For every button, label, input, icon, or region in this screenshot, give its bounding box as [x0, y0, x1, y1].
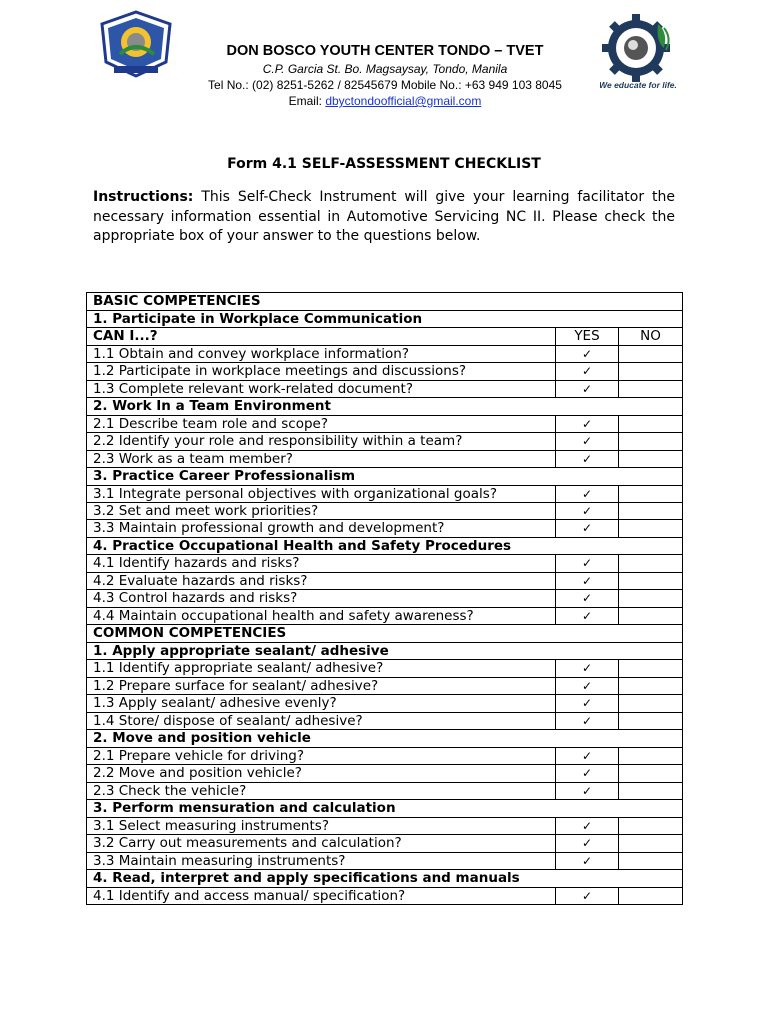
no-checkbox-cell[interactable] — [619, 485, 683, 502]
instructions-label: Instructions: — [93, 189, 194, 205]
self-assessment-table — [86, 292, 683, 905]
question-text: 1.2 Participate in workplace meetings and discussions? — [87, 363, 556, 381]
question-text: 1.3 Apply sealant/ adhesive evenly? — [87, 695, 556, 713]
competency-section-label: 2. Work In a Team Environment — [87, 398, 683, 416]
checklist-row — [87, 677, 683, 695]
competency-section-label: 1. Apply appropriate sealant/ adhesive — [87, 642, 683, 660]
competency-section-row — [87, 537, 683, 555]
checklist-row — [87, 747, 683, 765]
question-text: 4.1 Identify hazards and risks? — [87, 555, 556, 573]
competency-group-row — [87, 293, 683, 311]
no-checkbox-cell[interactable] — [619, 607, 683, 625]
question-text: 3.1 Select measuring instruments? — [87, 817, 556, 835]
checklist-row — [87, 660, 683, 678]
no-checkbox-cell[interactable] — [619, 782, 683, 800]
competency-group-row — [87, 625, 683, 643]
question-text: 2.3 Work as a team member? — [87, 450, 556, 468]
no-checkbox-cell[interactable] — [619, 572, 683, 590]
organization-address: C.P. Garcia St. Bo. Magsaysay, Tondo, Manila — [262, 62, 508, 76]
organization-email-line — [180, 94, 590, 108]
yes-checkbox-cell[interactable]: ✓ — [556, 712, 619, 730]
yes-checkbox-cell[interactable]: ✓ — [556, 887, 619, 905]
no-checkbox-cell[interactable] — [619, 380, 683, 398]
competency-group-label: COMMON COMPETENCIES — [87, 625, 683, 643]
gear-seal-logo — [600, 14, 676, 92]
organization-phone: Tel No.: (02) 8251-5262 / 82545679 Mobile No.: +63 949 103 8045 — [208, 78, 562, 92]
question-text: 1.4 Store/ dispose of sealant/ adhesive? — [87, 712, 556, 730]
question-column-header: CAN I...? — [87, 328, 556, 346]
competency-section-row — [87, 730, 683, 748]
competency-section-label: 2. Move and position vehicle — [87, 730, 683, 748]
checklist-row — [87, 555, 683, 573]
no-checkbox-cell[interactable] — [619, 433, 683, 451]
question-text: 3.3 Maintain measuring instruments? — [87, 852, 556, 870]
question-text: 1.2 Prepare surface for sealant/ adhesive? — [87, 677, 556, 695]
checklist-row — [87, 433, 683, 451]
email-link[interactable]: dbyctondoofficial@gmail.com — [325, 94, 482, 108]
instructions — [93, 188, 675, 247]
checklist-row — [87, 835, 683, 853]
yes-checkbox-cell[interactable]: ✓ — [556, 677, 619, 695]
checklist-row — [87, 502, 683, 520]
yes-checkbox-cell[interactable]: ✓ — [556, 607, 619, 625]
letterhead — [0, 0, 768, 125]
logo-tagline: We educate for life. — [600, 80, 676, 90]
question-text: 4.4 Maintain occupational health and safety awareness? — [87, 607, 556, 625]
yes-checkbox-cell[interactable]: ✓ — [556, 817, 619, 835]
no-checkbox-cell[interactable] — [619, 712, 683, 730]
checklist-row — [87, 712, 683, 730]
competency-section-row — [87, 800, 683, 818]
no-checkbox-cell[interactable] — [619, 887, 683, 905]
competency-section-row — [87, 310, 683, 328]
no-column-header: NO — [619, 328, 683, 346]
instructions-text: This Self-Check Instrument will give your learning facilitator the necessary information essential in Automotive Servicing NC II. Please check the appropriate box of your answer to the questions below. — [93, 189, 676, 244]
question-text: 2.2 Identify your role and responsibility within a team? — [87, 433, 556, 451]
yes-checkbox-cell[interactable]: ✓ — [556, 660, 619, 678]
form-title: Form 4.1 SELF-ASSESSMENT CHECKLIST — [227, 156, 541, 172]
checklist-row — [87, 345, 683, 363]
yes-checkbox-cell[interactable]: ✓ — [556, 747, 619, 765]
yes-checkbox-cell[interactable]: ✓ — [556, 345, 619, 363]
question-text: 4.2 Evaluate hazards and risks? — [87, 572, 556, 590]
yes-checkbox-cell[interactable]: ✓ — [556, 450, 619, 468]
checklist-row — [87, 782, 683, 800]
yes-checkbox-cell[interactable]: ✓ — [556, 572, 619, 590]
no-checkbox-cell[interactable] — [619, 852, 683, 870]
checklist-row — [87, 520, 683, 538]
no-checkbox-cell[interactable] — [619, 345, 683, 363]
question-text: 3.2 Set and meet work priorities? — [87, 502, 556, 520]
checklist-row — [87, 852, 683, 870]
question-text: 2.3 Check the vehicle? — [87, 782, 556, 800]
question-text: 2.1 Prepare vehicle for driving? — [87, 747, 556, 765]
no-checkbox-cell[interactable] — [619, 747, 683, 765]
competency-section-row — [87, 398, 683, 416]
yes-checkbox-cell[interactable]: ✓ — [556, 485, 619, 502]
yes-checkbox-cell[interactable]: ✓ — [556, 415, 619, 433]
don-bosco-seal-logo — [100, 10, 172, 80]
checklist-row — [87, 415, 683, 433]
no-checkbox-cell[interactable] — [619, 555, 683, 573]
question-text: 1.3 Complete relevant work-related document? — [87, 380, 556, 398]
checklist-row — [87, 380, 683, 398]
yes-checkbox-cell[interactable]: ✓ — [556, 363, 619, 381]
competency-section-label: 3. Perform mensuration and calculation — [87, 800, 683, 818]
yes-checkbox-cell[interactable]: ✓ — [556, 852, 619, 870]
question-text: 4.3 Control hazards and risks? — [87, 590, 556, 608]
yes-checkbox-cell[interactable]: ✓ — [556, 590, 619, 608]
question-text: 4.1 Identify and access manual/ specification? — [87, 887, 556, 905]
checklist-row — [87, 607, 683, 625]
checklist-row — [87, 695, 683, 713]
competency-section-label: 4. Read, interpret and apply specifications and manuals — [87, 870, 683, 888]
yes-checkbox-cell[interactable]: ✓ — [556, 520, 619, 538]
yes-checkbox-cell[interactable]: ✓ — [556, 765, 619, 783]
checklist-row — [87, 887, 683, 905]
no-checkbox-cell[interactable] — [619, 695, 683, 713]
no-checkbox-cell[interactable] — [619, 765, 683, 783]
no-checkbox-cell[interactable] — [619, 590, 683, 608]
yes-checkbox-cell[interactable]: ✓ — [556, 380, 619, 398]
yes-checkbox-cell[interactable]: ✓ — [556, 782, 619, 800]
organization-name: DON BOSCO YOUTH CENTER TONDO – TVET — [226, 43, 544, 59]
question-text: 3.3 Maintain professional growth and development? — [87, 520, 556, 538]
table-header-row — [87, 328, 683, 346]
yes-checkbox-cell[interactable]: ✓ — [556, 433, 619, 451]
competency-section-row — [87, 642, 683, 660]
checklist-row — [87, 450, 683, 468]
competency-group-label: BASIC COMPETENCIES — [87, 293, 683, 311]
competency-section-label: 3. Practice Career Professionalism — [87, 468, 683, 486]
no-checkbox-cell[interactable] — [619, 520, 683, 538]
no-checkbox-cell[interactable] — [619, 363, 683, 381]
question-text: 1.1 Identify appropriate sealant/ adhesive? — [87, 660, 556, 678]
question-text: 3.2 Carry out measurements and calculation? — [87, 835, 556, 853]
yes-checkbox-cell[interactable]: ✓ — [556, 555, 619, 573]
yes-checkbox-cell[interactable]: ✓ — [556, 695, 619, 713]
no-checkbox-cell[interactable] — [619, 677, 683, 695]
email-label: Email: — [288, 94, 322, 108]
question-text: 2.2 Move and position vehicle? — [87, 765, 556, 783]
question-text: 1.1 Obtain and convey workplace information? — [87, 345, 556, 363]
checklist-row — [87, 363, 683, 381]
question-text: 2.1 Describe team role and scope? — [87, 415, 556, 433]
no-checkbox-cell[interactable] — [619, 415, 683, 433]
yes-checkbox-cell[interactable]: ✓ — [556, 502, 619, 520]
no-checkbox-cell[interactable] — [619, 835, 683, 853]
question-text: 3.1 Integrate personal objectives with organizational goals? — [87, 485, 556, 502]
no-checkbox-cell[interactable] — [619, 817, 683, 835]
checklist-row — [87, 765, 683, 783]
no-checkbox-cell[interactable] — [619, 660, 683, 678]
no-checkbox-cell[interactable] — [619, 502, 683, 520]
checklist-row — [87, 817, 683, 835]
competency-section-label: 4. Practice Occupational Health and Safety Procedures — [87, 537, 683, 555]
yes-column-header: YES — [556, 328, 619, 346]
no-checkbox-cell[interactable] — [619, 450, 683, 468]
checklist-row — [87, 485, 683, 502]
competency-section-row — [87, 468, 683, 486]
competency-section-row — [87, 870, 683, 888]
checklist-row — [87, 590, 683, 608]
checklist-row — [87, 572, 683, 590]
yes-checkbox-cell[interactable]: ✓ — [556, 835, 619, 853]
competency-section-label: 1. Participate in Workplace Communication — [87, 310, 683, 328]
